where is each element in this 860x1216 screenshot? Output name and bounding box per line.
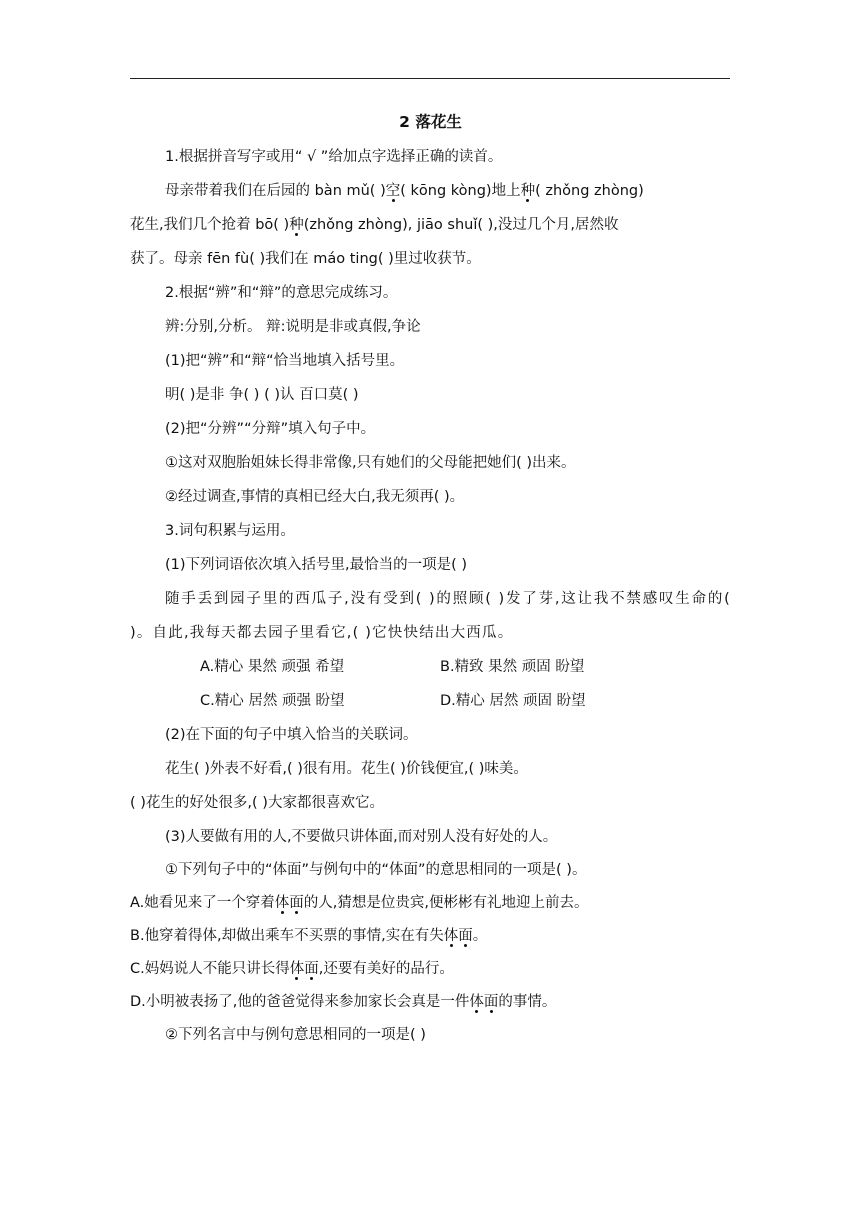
q3-heading: 3.词句积累与运用。 [165,523,295,539]
q2-blanks: 明( )是非 争( ) ( )认 百口莫( ) [165,387,359,403]
q2-sub1: (1)把“辨”和“辩“恰当地填入括号里。 [165,353,405,369]
worksheet [130,108,731,1052]
option-c: C.精心 居然 顽强 盼望 [200,693,345,709]
dotted-char: 体 [469,994,484,1010]
option-a: A.精心 果然 顽强 希望 [200,659,345,675]
q3-choice-a: A.她看见来了一个穿着体面的人,猜想是位贵宾,便彬彬有礼地迎上前去。 [130,895,589,911]
dotted-char: 空 [385,183,401,199]
q2-sentence-1: ①这对双胞胎姐妹长得非常像,只有她们的父母能把她们( )出来。 [165,455,576,471]
q1-line-2: 花生,我们几个抢着 bō( )种(zhǒng zhòng), jiāo shuǐ( ),没过几个月,居然收 [130,217,619,233]
q1-heading: 1.根据拼音写字或用“ √ ”给加点字选择正确的读首。 [165,149,503,165]
q3-question-i: ①下列句子中的“体面”与例句中的“体面”的意思相同的一项是( )。 [165,862,587,878]
q3-conj-1: 花生( )外表不好看,( )很有用。花生( )价钱便宜,( )味美。 [165,761,528,777]
header-rule [130,78,730,79]
dotted-char: 种 [520,183,536,199]
q3-sub1: (1)下列词语依次填入括号里,最恰当的一项是( ) [165,557,468,573]
dotted-word [444,928,473,944]
q1-line-1: 母亲带着我们在后园的 bàn mǔ( )空( kōng kòng)地上种( zhǒng zhòng) [165,183,644,199]
q2-definitions: 辨:分别,分析。 辩:说明是非或真假,争论 [165,319,421,335]
q3-choice-d: D.小明被表扬了,他的爸爸觉得来参加家长会真是一件体面的事情。 [130,994,557,1010]
dotted-word [469,994,498,1010]
q2-sub2: (2)把“分辨”“分辩”填入句子中。 [165,421,376,437]
q3-sub3: (3)人要做有用的人,不要做只讲体面,而对别人没有好处的人。 [165,829,558,845]
q3-options-ab [130,650,731,684]
dotted-word [275,895,304,911]
q3-choice-b: B.他穿着得体,却做出乘车不买票的事情,实在有失体面。 [130,928,488,944]
dotted-char: 面 [304,961,319,977]
q1-line-3: 获了。母亲 fēn fù( )我们在 máo ting( )里过收获节。 [130,251,481,267]
q3-question-ii: ②下列名言中与例句意思相同的一项是( ) [165,1027,426,1043]
q3-options-cd [130,684,731,718]
dotted-char: 面 [483,994,499,1010]
q3-passage: 随手丢到园子里的西瓜子,没有受到( )的照顾( )发了芽,这让我不禁感叹生命的( )。自此,我每天都去园子里看它,( )它快快结出大西瓜。 [130,591,731,641]
option-d: D.精心 居然 顽固 盼望 [440,693,586,709]
q2-sentence-2: ②经过调查,事情的真相已经大白,我无须再( )。 [165,489,465,505]
page-title: 2 落花生 [399,113,462,131]
dotted-char: 面 [458,928,473,944]
option-b: B.精致 果然 顽固 盼望 [440,659,585,675]
q2-heading: 2.根据“辨”和“辩”的意思完成练习。 [165,285,398,301]
dotted-char: 体 [289,961,305,977]
dotted-char: 种 [289,217,304,233]
q3-conj-2: ( )花生的好处很多,( )大家都很喜欢它。 [130,795,384,811]
dotted-char: 体 [274,895,290,911]
dotted-word [290,961,319,977]
q3-sub2: (2)在下面的句子中填入恰当的关联词。 [165,727,418,743]
dotted-char: 面 [289,895,304,911]
q3-choice-c: C.妈妈说人不能只讲长得体面,还要有美好的品行。 [130,961,454,977]
dotted-char: 体 [443,928,459,944]
